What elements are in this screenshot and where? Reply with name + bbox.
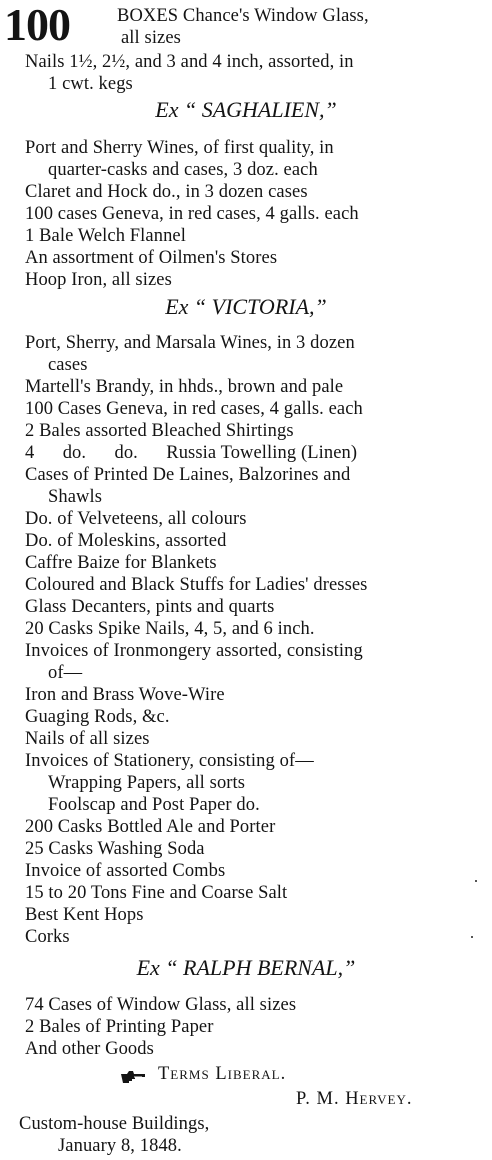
list-item: of— [48,663,83,683]
list-item: Invoices of Stationery, consisting of— [25,751,314,771]
list-item: Port and Sherry Wines, of first quality, in [25,138,334,158]
list-item: An assortment of Oilmen's Stores [25,248,278,268]
list-item: Martell's Brandy, in hhds., brown and pale [25,377,344,397]
terms-text: Terms Liberal. [158,1064,287,1084]
list-item: 4 do. do. Russia Towelling (Linen) [25,443,358,463]
list-item: quarter-casks and cases, 3 doz. each [48,160,318,180]
list-item: 1 Bale Welch Flannel [25,226,186,246]
list-item: Best Kent Hops [25,905,144,925]
list-item: Shawls [48,487,103,507]
print-speck [475,880,477,882]
list-item: Cases of Printed De Laines, Balzorines and [25,465,351,485]
list-item: And other Goods [25,1039,154,1059]
list-item: Iron and Brass Wove-Wire [25,685,225,705]
list-item: Wrapping Papers, all sorts [48,773,246,793]
header-line-4: 1 cwt. kegs [48,74,133,94]
list-item: Foolscap and Post Paper do. [48,795,260,815]
signature: P. M. Hervey. [296,1089,413,1109]
header-line-1: BOXES Chance's Window Glass, [117,6,369,26]
list-item: Glass Decanters, pints and quarts [25,597,275,617]
list-item: Guaging Rods, &c. [25,707,170,727]
header-line-2: all sizes [121,28,181,48]
list-item: Nails of all sizes [25,729,150,749]
list-item: Caffre Baize for Blankets [25,553,217,573]
list-item: Invoices of Ironmongery assorted, consisting [25,641,363,661]
terms-line [120,1063,286,1085]
header-line-3: Nails 1½, 2½, and 3 and 4 inch, assorted, in [25,52,354,72]
list-item: cases [48,355,88,375]
section-heading-saghalien: Ex “ SAGHALIEN,” [155,97,337,122]
list-item: 15 to 20 Tons Fine and Coarse Salt [25,883,288,903]
list-item: 25 Casks Washing Soda [25,839,205,859]
list-item: 200 Casks Bottled Ale and Porter [25,817,276,837]
list-item: 100 cases Geneva, in red cases, 4 galls. each [25,204,359,224]
date-line: January 8, 1848. [58,1136,182,1156]
list-item: 2 Bales of Printing Paper [25,1017,214,1037]
list-item: Corks [25,927,70,947]
list-item: 74 Cases of Window Glass, all sizes [25,995,297,1015]
lead-number: 100 [4,0,70,50]
list-item: Claret and Hock do., in 3 dozen cases [25,182,308,202]
section-heading-victoria: Ex “ VICTORIA,” [165,294,327,319]
pointing-hand-icon [120,1068,146,1082]
list-item: 100 Cases Geneva, in red cases, 4 galls. each [25,399,363,419]
list-item: Coloured and Black Stuffs for Ladies' dresses [25,575,368,595]
list-item: Do. of Moleskins, assorted [25,531,227,551]
list-item: 2 Bales assorted Bleached Shirtings [25,421,294,441]
print-speck [471,936,473,938]
address-line: Custom-house Buildings, [19,1114,210,1134]
list-item: 20 Casks Spike Nails, 4, 5, and 6 inch. [25,619,315,639]
list-item: Hoop Iron, all sizes [25,270,172,290]
list-item: Invoice of assorted Combs [25,861,226,881]
list-item: Port, Sherry, and Marsala Wines, in 3 dozen [25,333,355,353]
section-heading-ralph-bernal: Ex “ RALPH BERNAL,” [136,955,356,980]
list-item: Do. of Velveteens, all colours [25,509,247,529]
